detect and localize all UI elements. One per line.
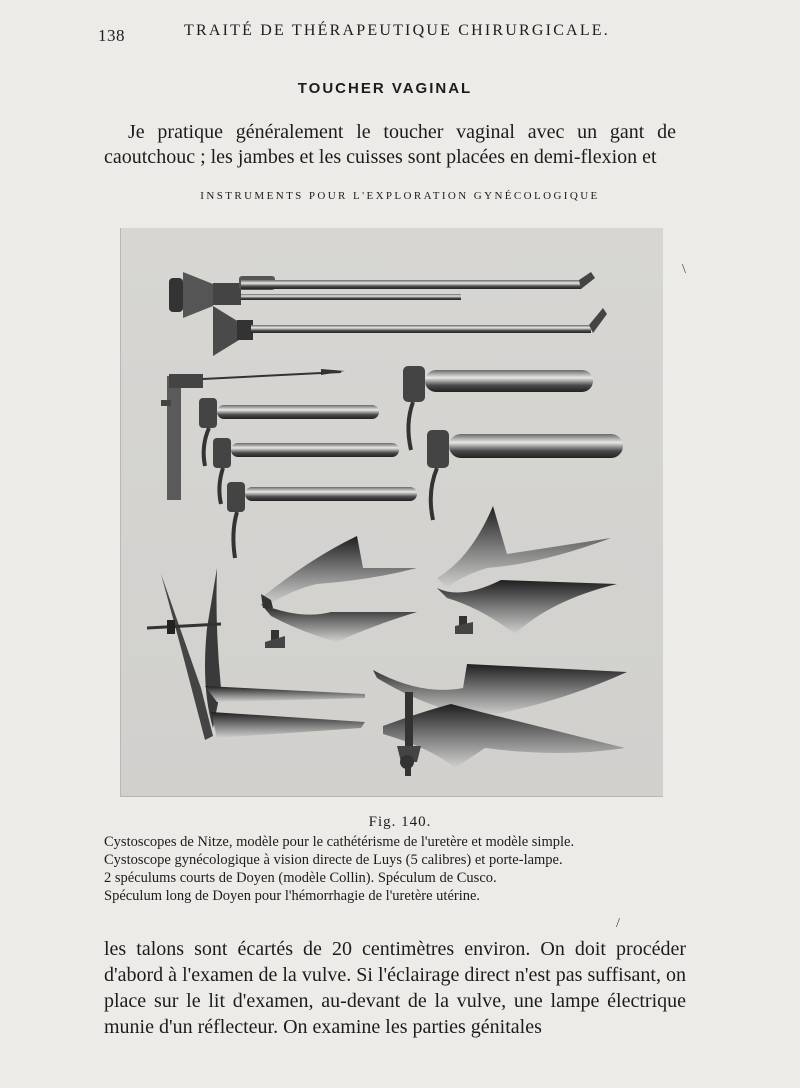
body-paragraph-1: Je pratique généralement le toucher vaginal avec un gant de caoutchouc ; les jambes et les cuisses sont placées en demi-flexion et: [104, 121, 676, 168]
doyen-short-speculum-1: [261, 536, 417, 648]
figure-label: Fig. 140.: [368, 814, 432, 830]
doyen-short-speculum-2: [437, 506, 617, 634]
figure-caption: [104, 833, 704, 905]
body-paragraph-2: les talons sont écartés de 20 centimètres environ. On doit procéder d'abord à l'examen de la vulve. Si l'éclairage direct n'est pas suffisant, on place sur le lit d'examen, au-devant de la vulve, une lampe électrique munie d'un réflecteur. On examine les parties génitales: [104, 938, 686, 1038]
luys-cystoscope-5: [427, 430, 623, 520]
margin-mark: \: [682, 262, 686, 277]
figure-heading: INSTRUMENTS POUR L'EXPLORATION GYNÉCOLOGIQUE: [200, 190, 600, 202]
cusco-speculum: [373, 664, 627, 776]
lamp-holder: [161, 369, 345, 500]
nitze-cystoscope-catheter: [169, 272, 595, 318]
caption-line: Cystoscopes de Nitze, modèle pour le cathétérisme de l'uretère et modèle simple.: [104, 834, 575, 850]
caption-line: Cystoscope gynécologique à vision directe de Luys (5 calibres) et porte-lampe.: [104, 852, 563, 868]
page-number: 138: [98, 26, 125, 45]
nitze-cystoscope-simple: [213, 306, 607, 356]
instruments-illustration: [121, 228, 663, 796]
doyen-long-speculum: [147, 568, 365, 740]
margin-mark: /: [616, 916, 620, 931]
caption-line: Spéculum long de Doyen pour l'hémorrhagie de l'uretère utérine.: [104, 888, 481, 904]
section-title: TOUCHER VAGINAL: [297, 80, 473, 97]
running-title: TRAITÉ DE THÉRAPEUTIQUE CHIRURGICALE.: [184, 22, 610, 39]
luys-cystoscope-3: [227, 482, 417, 558]
figure-plate-instruments: [120, 228, 663, 797]
caption-line: 2 spéculums courts de Doyen (modèle Collin). Spéculum de Cusco.: [104, 870, 497, 886]
